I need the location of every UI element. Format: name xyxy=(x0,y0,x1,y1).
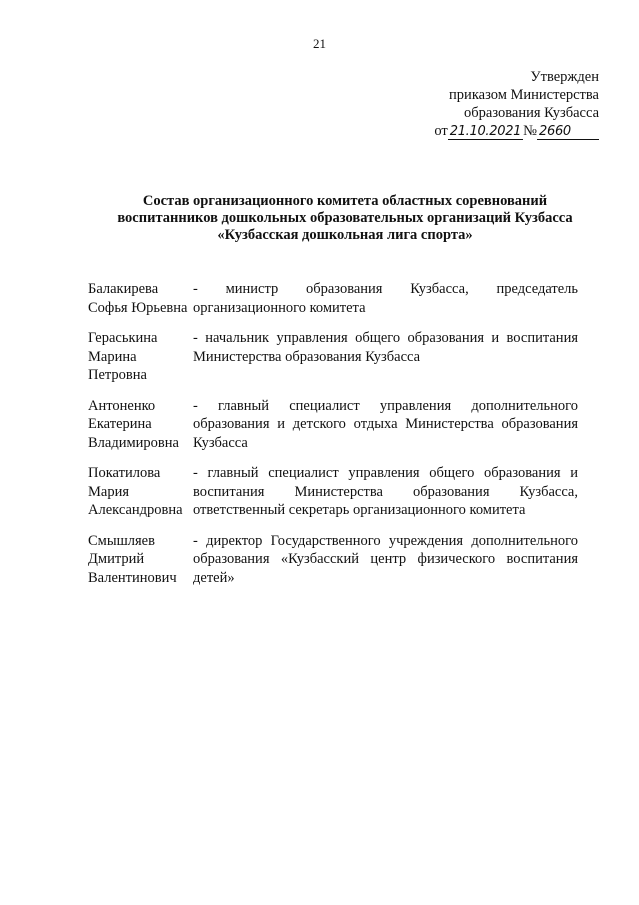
member-role: - министр образования Кузбасса, председатель организационного комитета xyxy=(193,281,578,316)
member-given-name: Дмитрий xyxy=(88,551,145,567)
handwritten-date: 21.10.2021 xyxy=(449,124,522,139)
number-label: № xyxy=(523,123,537,139)
member-given-name: Мария xyxy=(88,483,130,500)
member-row xyxy=(88,532,578,588)
member-given-name: Марина xyxy=(88,348,137,365)
member-role: - начальник управления общего образования и воспитания Министерства образования Кузбасса xyxy=(193,330,578,365)
member-surname: Балакирева xyxy=(88,281,159,297)
title-line-3: «Кузбасская дошкольная лига спорта» xyxy=(217,227,473,243)
title-line-2: воспитанников дошкольных образовательных организаций Кузбасса xyxy=(117,210,573,226)
member-role: - главный специалист управления общего образования и воспитания Министерства образования Кузбасса, ответственный секретарь организационного комитета xyxy=(193,465,578,518)
member-patronymic: Александровна xyxy=(88,502,183,518)
member-name xyxy=(88,532,193,588)
member-given-name: Екатерина xyxy=(88,416,152,432)
member-given-name: Софья Юрьевна xyxy=(88,299,188,316)
member-row xyxy=(88,329,578,385)
page-number: 21 xyxy=(313,36,326,51)
member-row xyxy=(88,464,578,520)
member-patronymic: Петровна xyxy=(88,367,147,383)
member-role: - главный специалист управления дополнительного образования и детского отдыха Министерства образования Кузбасса xyxy=(193,397,578,451)
member-row xyxy=(88,280,578,317)
approval-line-2: приказом Министерства xyxy=(449,87,599,103)
member-surname: Покатилова xyxy=(88,465,161,481)
approval-order-line xyxy=(434,122,599,140)
approval-line-1: Утвержден xyxy=(530,69,599,85)
member-surname: Антоненко xyxy=(88,397,156,414)
member-name xyxy=(88,397,193,453)
member-role: - директор Государственного учреждения дополнительного образования «Кузбасский центр физического воспитания детей» xyxy=(193,532,578,586)
from-label: от xyxy=(434,123,448,139)
member-row xyxy=(88,397,578,453)
committee-members-list xyxy=(88,280,578,587)
member-patronymic: Владимировна xyxy=(88,434,179,451)
approval-line-3: образования Кузбасса xyxy=(464,105,599,121)
member-surname: Гераськина xyxy=(88,330,158,346)
member-name xyxy=(88,464,193,520)
member-surname: Смышляев xyxy=(88,532,155,549)
document-title xyxy=(60,193,630,244)
approval-block xyxy=(434,68,599,140)
title-line-1: Состав организационного комитета областных соревнований xyxy=(142,193,548,209)
member-name xyxy=(88,329,193,385)
member-patronymic: Валентинович xyxy=(88,569,177,586)
handwritten-number: 2660 xyxy=(537,124,599,140)
member-name xyxy=(88,280,193,317)
